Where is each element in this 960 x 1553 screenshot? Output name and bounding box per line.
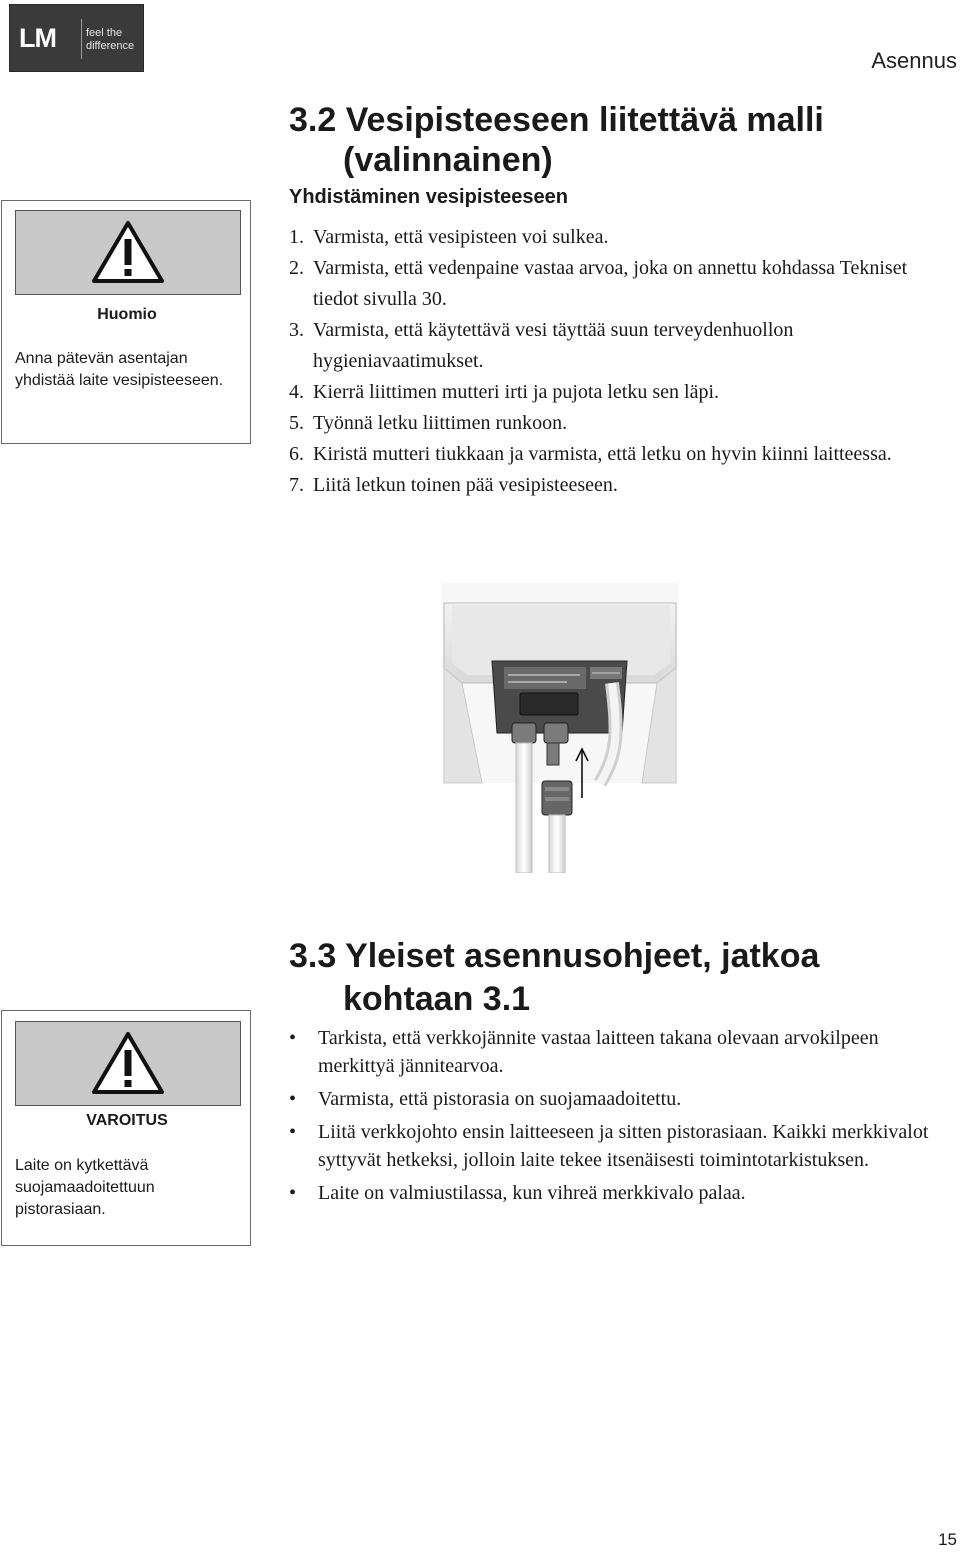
- logo-divider: [81, 19, 82, 59]
- heading-line-1: 3.3 Yleiset asennusohjeet, jatkoa: [289, 937, 820, 975]
- warning-triangle-icon: [91, 1030, 165, 1096]
- installation-notes: [289, 1024, 939, 1212]
- heading-line-1: 3.2 Vesipisteeseen liitettävä malli: [289, 101, 824, 139]
- step-text: Kiristä mutteri tiukkaan ja varmista, että letku on hyvin kiinni laitteessa.: [313, 443, 892, 465]
- warning-panel: [15, 210, 241, 295]
- step-number: 5.: [289, 412, 304, 434]
- step-item: [289, 470, 939, 501]
- step-item: [289, 408, 939, 439]
- bullet-item: [289, 1118, 939, 1174]
- step-number: 3.: [289, 319, 304, 341]
- bullet-dot: •: [289, 1121, 297, 1143]
- step-item: [289, 377, 939, 408]
- bullet-text: Tarkista, että verkkojännite vastaa laitteen takana olevaan arvokilpeen merkittyä jännitearvoa.: [318, 1027, 879, 1077]
- logo-tagline-line2: difference: [86, 40, 135, 52]
- chapter-name: Asennus: [871, 48, 957, 73]
- step-number: 1.: [289, 226, 304, 248]
- bullet-item: [289, 1179, 939, 1207]
- water-connection-illustration: [442, 583, 680, 873]
- step-item: [289, 253, 939, 315]
- installation-steps: [289, 222, 939, 501]
- step-item: [289, 439, 939, 470]
- subheading: Yhdistäminen vesipisteeseen: [289, 186, 569, 208]
- warning-panel: [15, 1021, 241, 1106]
- notice-title: VAROITUS: [86, 1112, 168, 1129]
- notice-text: Laite on kytkettävä suojamaadoitettuun pistorasiaan.: [15, 1157, 155, 1218]
- bullet-item: [289, 1085, 939, 1113]
- step-number: 2.: [289, 257, 304, 279]
- step-item: [289, 315, 939, 377]
- step-number: 7.: [289, 474, 304, 496]
- step-number: 6.: [289, 443, 304, 465]
- bullet-dot: •: [289, 1088, 297, 1110]
- step-text: Työnnä letku liittimen runkoon.: [313, 412, 568, 434]
- notice-huomio: [1, 200, 251, 444]
- step-text: Varmista, että käytettävä vesi täyttää suun terveydenhuollon hygieniavaatimukset.: [313, 319, 794, 372]
- bullet-text: Liitä verkkojohto ensin laitteeseen ja sitten pistorasiaan. Kaikki merkkivalot syttyvät hetkeksi, jolloin laite tekee itsenäisesti toimintotarkistuksen.: [318, 1121, 929, 1171]
- bullet-text: Laite on valmiustilassa, kun vihreä merkkivalo palaa.: [318, 1182, 746, 1204]
- step-item: [289, 222, 939, 253]
- step-number: 4.: [289, 381, 304, 403]
- heading-line-2: kohtaan 3.1: [343, 980, 531, 1018]
- logo-tagline-line1: feel the: [86, 27, 123, 39]
- page-number: 15: [938, 1530, 957, 1549]
- logo-tagline: [86, 27, 134, 53]
- section-heading-3-2: [289, 100, 824, 180]
- step-text: Varmista, että vesipisteen voi sulkea.: [313, 226, 609, 248]
- step-text: Varmista, että vedenpaine vastaa arvoa, joka on annettu kohdassa Tekniset tiedot sivulla 30.: [313, 257, 908, 310]
- section-heading-3-3: [289, 935, 819, 1021]
- bullet-dot: •: [289, 1182, 297, 1204]
- step-text: Liitä letkun toinen pää vesipisteeseen.: [313, 474, 618, 496]
- logo-mark: LM: [19, 23, 56, 53]
- warning-triangle-icon: [91, 219, 165, 285]
- notice-varoitus: [1, 1010, 251, 1246]
- heading-line-2: (valinnainen): [343, 141, 553, 179]
- bullet-text: Varmista, että pistorasia on suojamaadoitettu.: [318, 1088, 682, 1110]
- bullet-item: [289, 1024, 939, 1080]
- notice-title: Huomio: [97, 306, 157, 323]
- notice-text: Anna pätevän asentajan yhdistää laite vesipisteeseen.: [15, 350, 224, 389]
- brand-logo: [9, 4, 144, 72]
- bullet-dot: •: [289, 1027, 297, 1049]
- step-text: Kierrä liittimen mutteri irti ja pujota letku sen läpi.: [313, 381, 720, 403]
